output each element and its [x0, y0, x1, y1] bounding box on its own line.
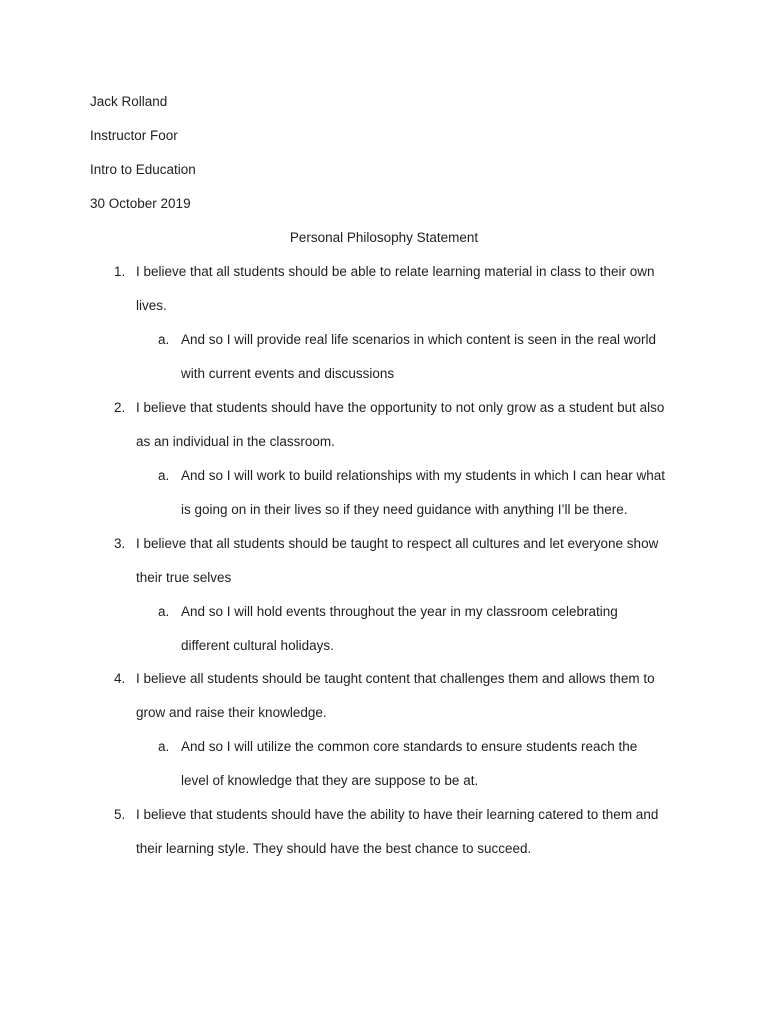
sub-item-marker: a.: [158, 604, 170, 619]
list-item-marker: 2.: [114, 400, 126, 415]
list-item-marker: 5.: [114, 807, 126, 822]
document-title: Personal Philosophy Statement: [289, 230, 479, 245]
sub-item-text: And so I will utilize the common core standards to ensure students reach the: [181, 739, 638, 754]
sub-item-marker: a.: [158, 468, 170, 483]
list-item-text: as an individual in the classroom.: [136, 434, 335, 449]
list-item-text: their learning style. They should have the best chance to succeed.: [136, 841, 532, 856]
sub-item-text: different cultural holidays.: [181, 638, 334, 653]
list-item-text: lives.: [136, 298, 167, 313]
document-date: 30 October 2019: [90, 196, 191, 211]
list-item-marker: 3.: [114, 536, 126, 551]
list-item-marker: 4.: [114, 671, 126, 686]
sub-item-text: level of knowledge that they are suppose to be at.: [181, 773, 479, 788]
sub-item-text: And so I will provide real life scenarios in which content is seen in the real world: [181, 332, 656, 347]
list-item-text: I believe that students should have the ability to have their learning catered to them and: [136, 807, 659, 822]
list-item-text: I believe that students should have the opportunity to not only grow as a student but also: [136, 400, 665, 415]
list-item-text: I believe that all students should be able to relate learning material in class to their own: [136, 264, 655, 279]
list-item-text: grow and raise their knowledge.: [136, 705, 327, 720]
sub-item-marker: a.: [158, 739, 170, 754]
sub-item-marker: a.: [158, 332, 170, 347]
list-item-marker: 1.: [114, 264, 126, 279]
sub-item-text: And so I will hold events throughout the year in my classroom celebrating: [181, 604, 618, 619]
course-name: Intro to Education: [90, 162, 196, 177]
sub-item-text: with current events and discussions: [181, 366, 395, 381]
sub-item-text: is going on in their lives so if they need guidance with anything I’ll be there.: [181, 502, 628, 517]
instructor-name: Instructor Foor: [90, 128, 178, 143]
list-item-text: I believe that all students should be taught to respect all cultures and let everyone show: [136, 536, 659, 551]
list-item-text: I believe all students should be taught content that challenges them and allows them to: [136, 671, 655, 686]
list-item-text: their true selves: [136, 570, 232, 585]
sub-item-text: And so I will work to build relationships with my students in which I can hear what: [181, 468, 665, 483]
author-name: Jack Rolland: [90, 94, 168, 109]
